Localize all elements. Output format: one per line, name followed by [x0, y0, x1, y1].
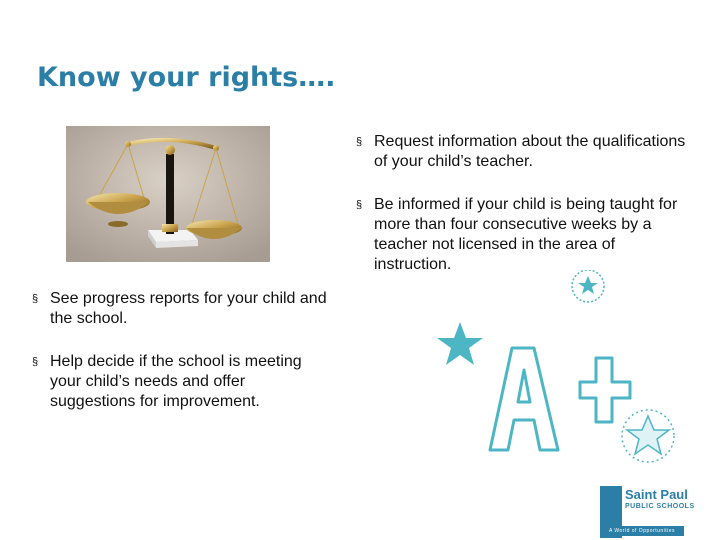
bullet-marker: §: [356, 199, 363, 211]
letter-a-icon: [490, 348, 558, 450]
bullet-marker: §: [32, 356, 39, 368]
list-item: [356, 132, 696, 172]
slide-title: Know your rights….: [37, 62, 336, 93]
bullet-text: Request information about the qualifications of your child’s teacher.: [374, 133, 686, 170]
logo-line-1: Saint Paul: [625, 487, 688, 502]
plus-icon: [580, 358, 630, 422]
bullet-text: See progress reports for your child and the school.: [50, 290, 327, 327]
outline-star-icon: [622, 410, 674, 462]
logo-tagline: A World of Opportunities: [600, 526, 684, 536]
list-item: [32, 289, 332, 329]
bullet-text: Be informed if your child is being taught for more than four consecutive weeks by a teacher not licensed in the area of instruction.: [374, 196, 678, 273]
a-plus-stars-graphic: [430, 270, 690, 470]
left-bullet-list: [32, 289, 332, 435]
bullet-marker: §: [356, 136, 363, 148]
scales-of-justice-photo: [66, 126, 270, 262]
list-item: [356, 195, 696, 275]
bullet-text: Help decide if the school is meeting your child’s needs and offer suggestions for improvement.: [50, 353, 302, 410]
bullet-marker: §: [32, 293, 39, 305]
saint-paul-public-schools-logo: [600, 486, 695, 538]
logo-line-2: PUBLIC SCHOOLS: [625, 503, 695, 510]
list-item: [32, 352, 332, 412]
star-icon: [437, 322, 483, 365]
